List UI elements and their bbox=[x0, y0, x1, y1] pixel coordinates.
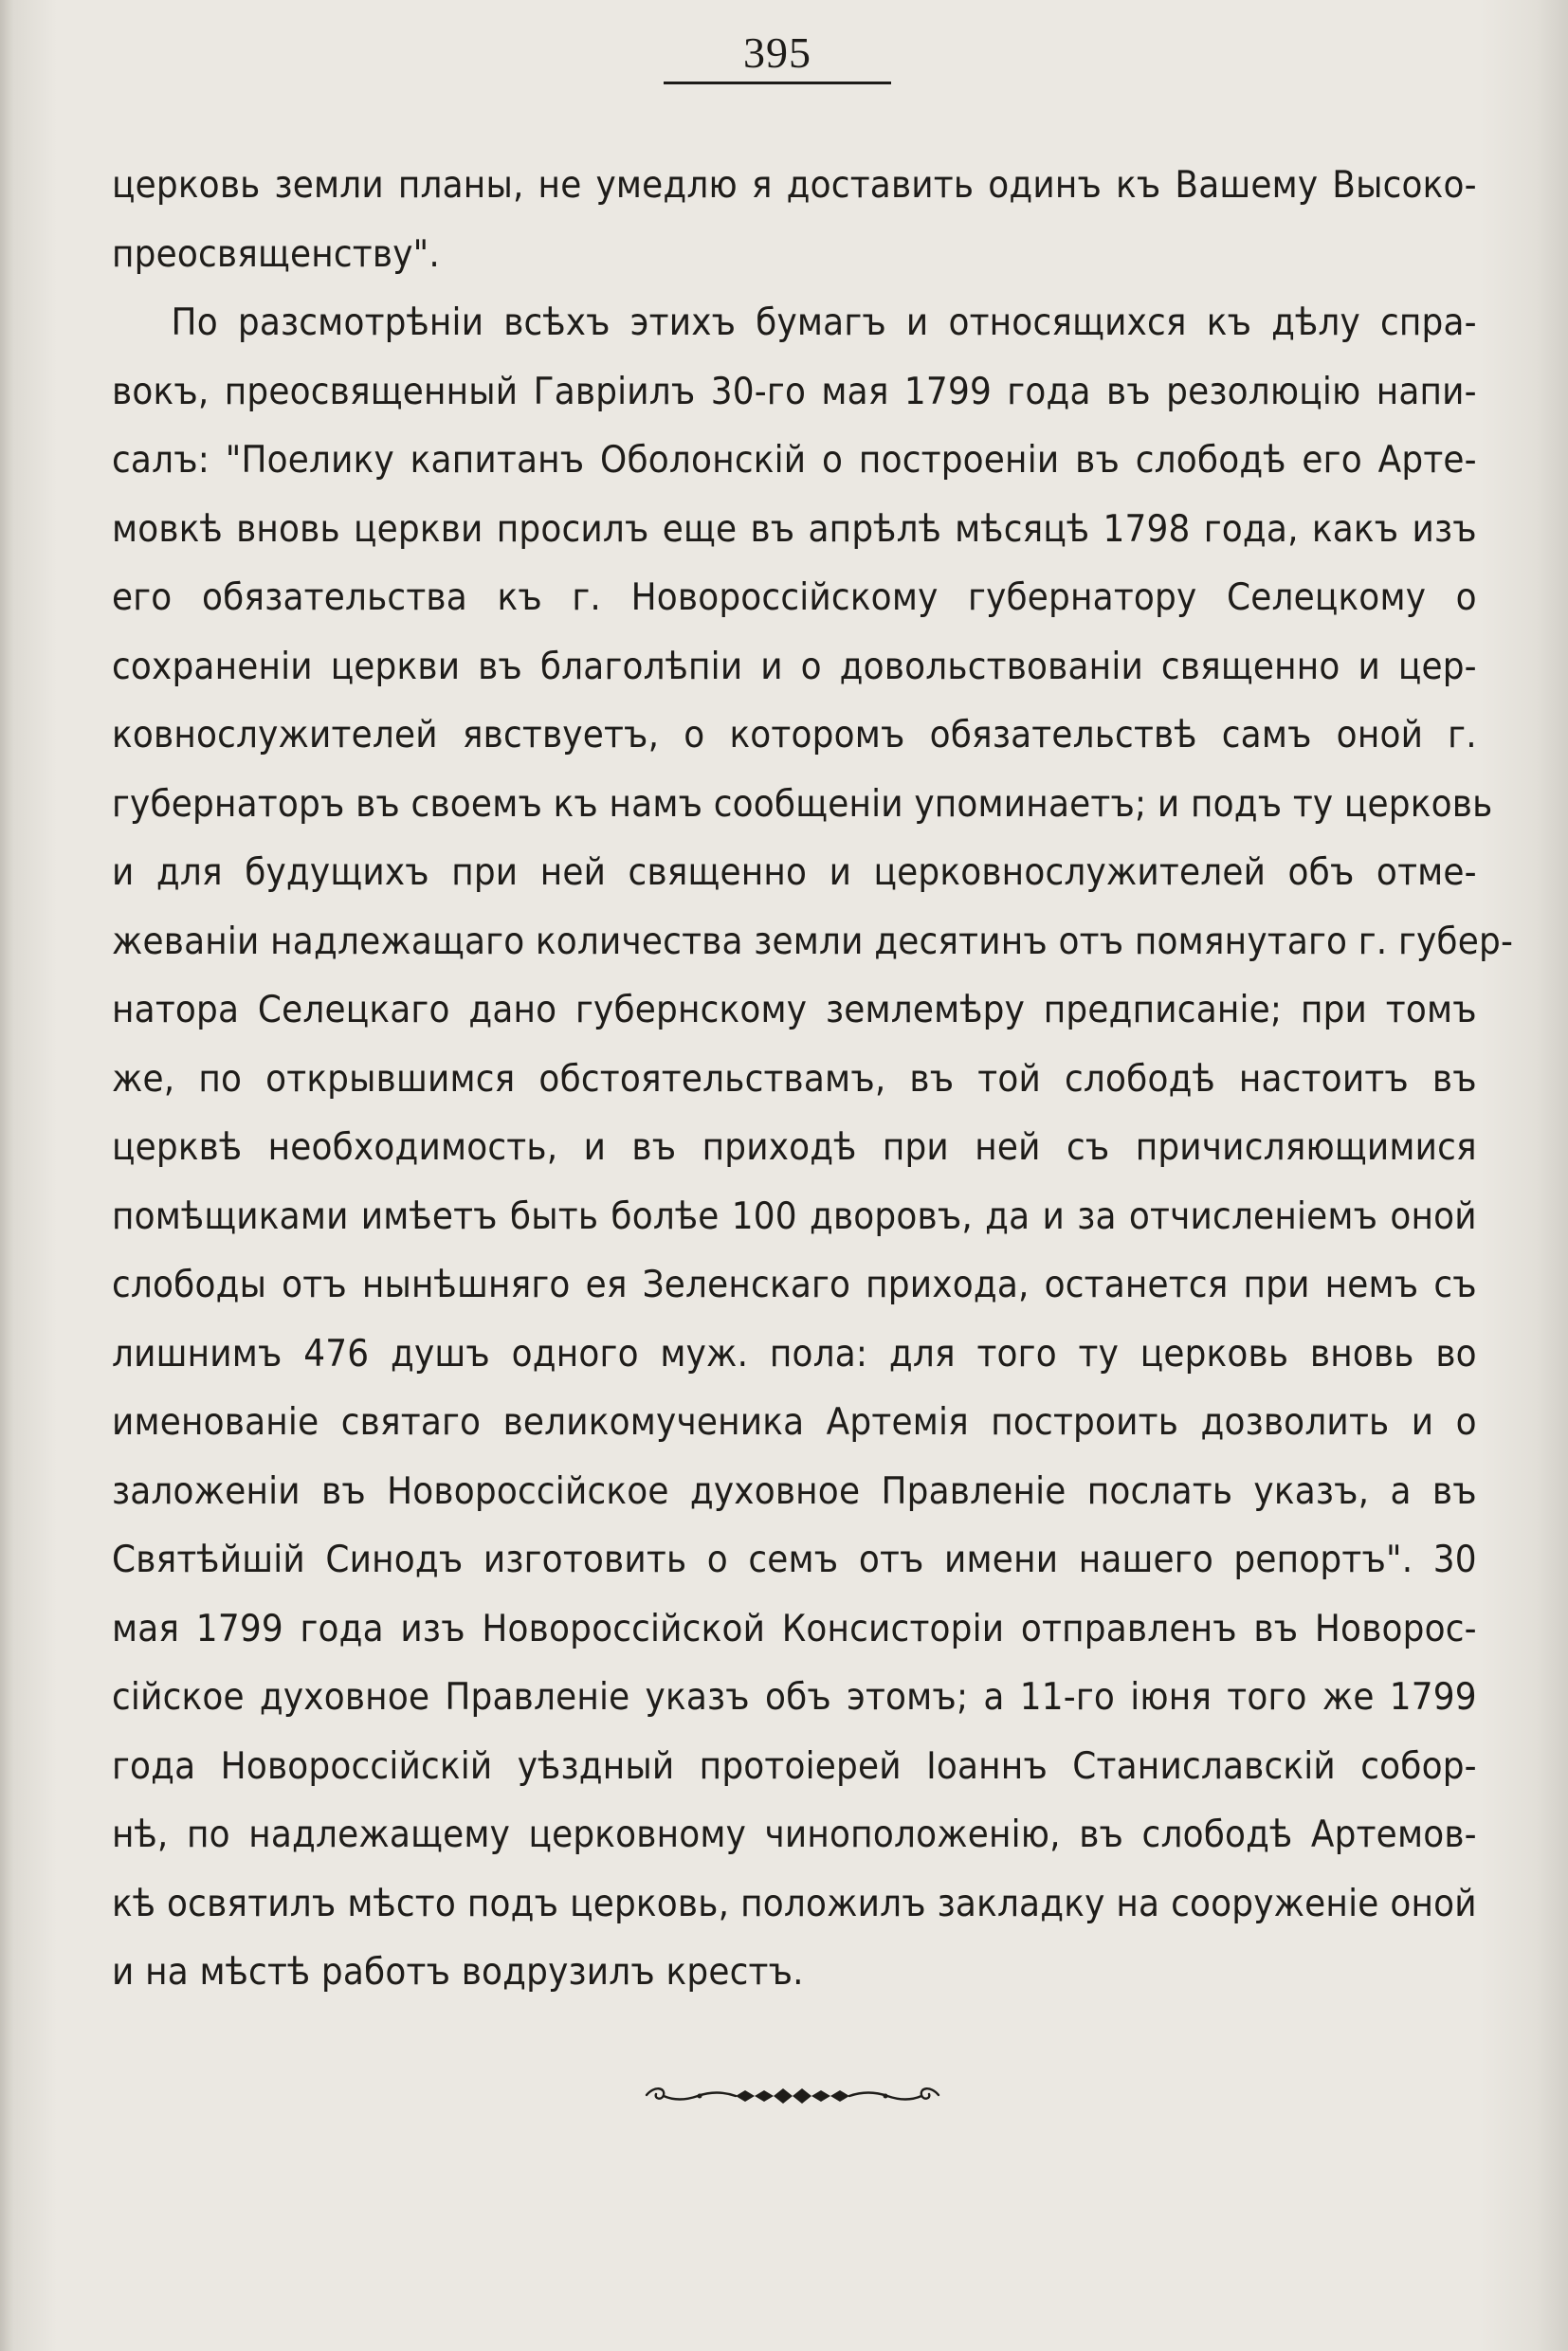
page-header bbox=[664, 27, 891, 84]
ornament-divider-icon bbox=[641, 2082, 944, 2110]
page-number-rule bbox=[664, 82, 891, 84]
text-line: заложеніи въ Новороссійское духовное Правленіе послать указъ, а въ bbox=[112, 1469, 1477, 1513]
body-text bbox=[112, 152, 1514, 2008]
text-line: его обязательства къ г. Новороссійскому губернатору Селецкому о bbox=[112, 576, 1477, 619]
text-line: вокъ, преосвященный Гавріилъ 30-го мая 1799 года въ резолюцію напи- bbox=[112, 370, 1477, 413]
text-line: слободы отъ нынѣшняго ея Зеленскаго прихода, останется при немъ съ bbox=[112, 1264, 1477, 1306]
text-line: и для будущихъ при ней священно и церковнослужителей объ отме- bbox=[112, 851, 1477, 894]
text-line: Святѣйшій Синодъ изготовить о семъ отъ имени нашего репортъ". 30 bbox=[112, 1539, 1477, 1581]
text-line: жеваніи надлежащаго количества земли десятинъ отъ помянутаго г. губер- bbox=[112, 920, 1514, 963]
text-line: мая 1799 года изъ Новороссійской Консисторіи отправленъ въ Новорос- bbox=[112, 1607, 1477, 1650]
text-line: кѣ освятилъ мѣсто подъ церковь, положилъ закладку на сооруженіе оной bbox=[112, 1882, 1477, 1925]
text-line: же, по открывшимся обстоятельствамъ, въ той слободѣ настоитъ въ bbox=[112, 1057, 1477, 1101]
text-line: помѣщиками имѣетъ быть болѣе 100 дворовъ, да и за отчисленіемъ оной bbox=[112, 1194, 1477, 1238]
text-line: именованіе святаго великомученика Артемія построить дозволить и о bbox=[112, 1401, 1477, 1444]
text-line: сохраненіи церкви въ благолѣпіи и о довольствованіи священно и цер- bbox=[112, 645, 1477, 688]
text-line: нѣ, по надлежащему церковному чиноположенію, въ слободѣ Артемов- bbox=[112, 1813, 1477, 1856]
text-line: салъ: "Поелику капитанъ Оболонскій о построеніи въ слободѣ его Арте- bbox=[112, 439, 1477, 482]
text-line: преосвященству". bbox=[112, 232, 440, 276]
text-line: натора Селецкаго дано губернскому землемѣру предписаніе; при томъ bbox=[112, 989, 1477, 1031]
text-line: губернаторъ въ своемъ къ намъ сообщеніи упоминаетъ; и подъ ту церковь bbox=[112, 782, 1493, 826]
text-line: ковнослужителей явствуетъ, о которомъ обязательствѣ самъ оной г. bbox=[112, 714, 1477, 756]
page-number: 395 bbox=[743, 28, 811, 77]
text-line: церковь земли планы, не умедлю я доставить одинъ къ Вашему Высоко- bbox=[112, 164, 1477, 207]
text-line: и на мѣстѣ работъ водрузилъ крестъ. bbox=[112, 1951, 804, 1994]
text-line: года Новороссійскій уѣздный протоіерей Іоаннъ Станиславскій собор- bbox=[112, 1744, 1477, 1788]
text-line: мовкѣ вновь церкви просилъ еще въ апрѣлѣ мѣсяцѣ 1798 года, какъ изъ bbox=[112, 507, 1477, 551]
text-line: церквѣ необходимость, и въ приходѣ при ней съ причисляющимися bbox=[112, 1126, 1477, 1169]
text-line: лишнимъ 476 душъ одного муж. пола: для того ту церковь вновь во bbox=[112, 1332, 1477, 1376]
text-line: сійское духовное Правленіе указъ объ этомъ; а 11-го іюня того же 1799 bbox=[112, 1676, 1477, 1719]
text-line: По разсмотрѣніи всѣхъ этихъ бумагъ и относящихся къ дѣлу спра- bbox=[171, 301, 1477, 344]
